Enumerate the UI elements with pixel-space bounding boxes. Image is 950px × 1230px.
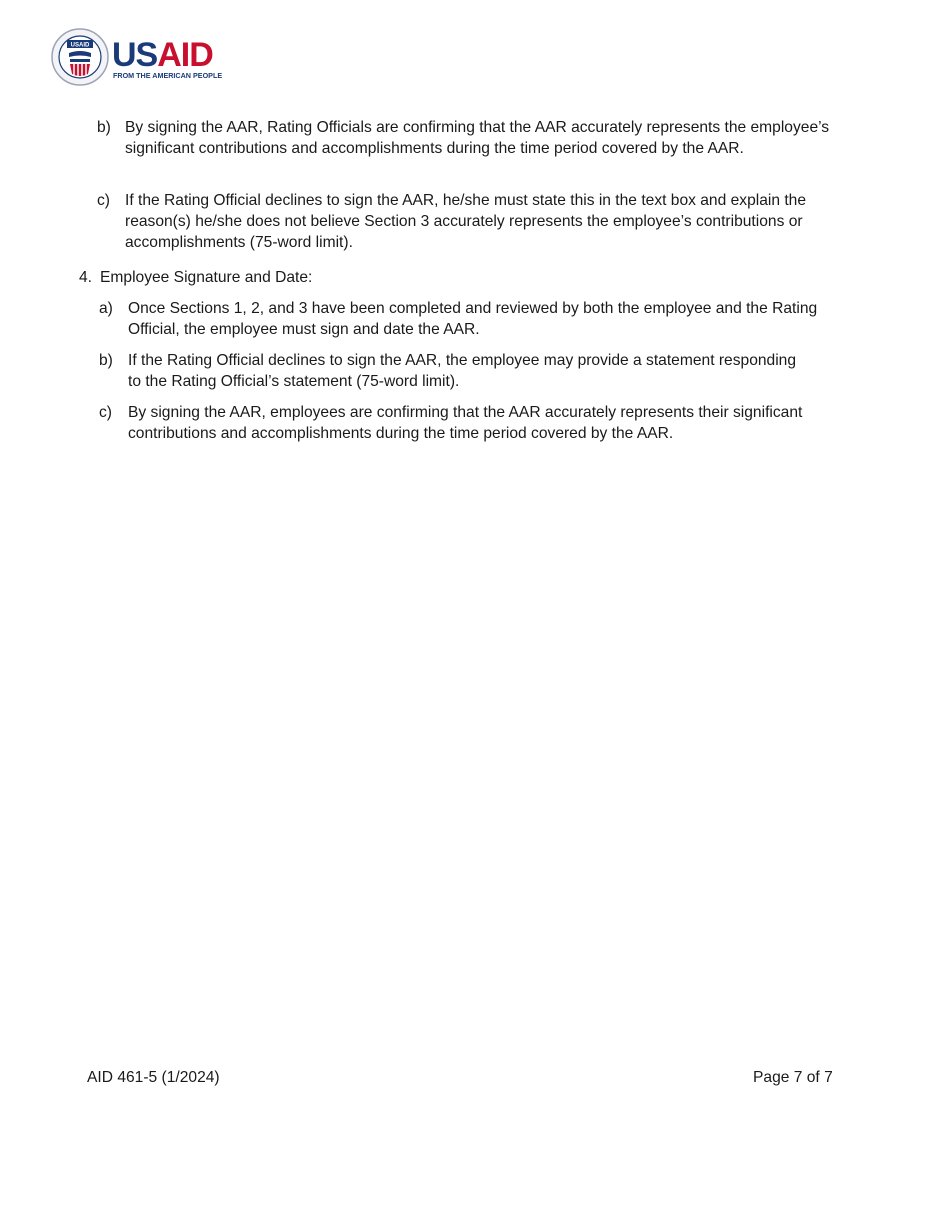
section3-item-c: [97, 190, 845, 253]
item-text: By signing the AAR, Rating Officials are confirming that the AAR accurately represents the employee’s significant contributions and accomplishments during the time period covered by the AAR.: [125, 119, 830, 157]
logo-tagline: FROM THE AMERICAN PEOPLE: [113, 71, 223, 80]
usaid-logo-graphic: [50, 28, 250, 88]
item-text: Once Sections 1, 2, and 3 have been completed and reviewed by both the employee and the Rating Official, the employee must sign and date the AAR.: [128, 300, 818, 338]
page-number: Page 7 of 7: [753, 1069, 833, 1086]
item-marker: c): [99, 404, 112, 421]
item-marker: b): [97, 119, 111, 136]
seal-text: USAID: [70, 42, 90, 49]
seal-shield: [70, 64, 90, 76]
item-text: If the Rating Official declines to sign the AAR, the employee may provide a statement responding to the Rating Official’s statement (75-word limit).: [128, 352, 797, 390]
section4-item-b: [99, 350, 799, 392]
item-text: By signing the AAR, employees are confirming that the AAR accurately represents their significant contributions and accomplishments during the time period covered by the AAR.: [128, 404, 803, 442]
usaid-logo: [50, 28, 250, 88]
section-number: 4.: [79, 269, 93, 286]
item-text: If the Rating Official declines to sign the AAR, he/she must state this in the text box and explain the reason(s) he/she does not believe Section 3 accurately represents the employee’s contributions or accomplishments (75-word limit).: [125, 192, 807, 251]
section-heading-text: Employee Signature and Date:: [100, 269, 313, 286]
section4-heading: [79, 267, 839, 288]
section4-item-c: [99, 402, 829, 444]
item-marker: a): [99, 300, 113, 317]
form-id: AID 461-5 (1/2024): [87, 1069, 220, 1086]
logo-wordmark: USAID: [112, 36, 213, 74]
seal-stripe: [70, 59, 90, 62]
section3-item-b: [97, 117, 842, 159]
section4-item-a: [99, 298, 834, 340]
item-marker: b): [99, 352, 113, 369]
item-marker: c): [97, 192, 110, 209]
